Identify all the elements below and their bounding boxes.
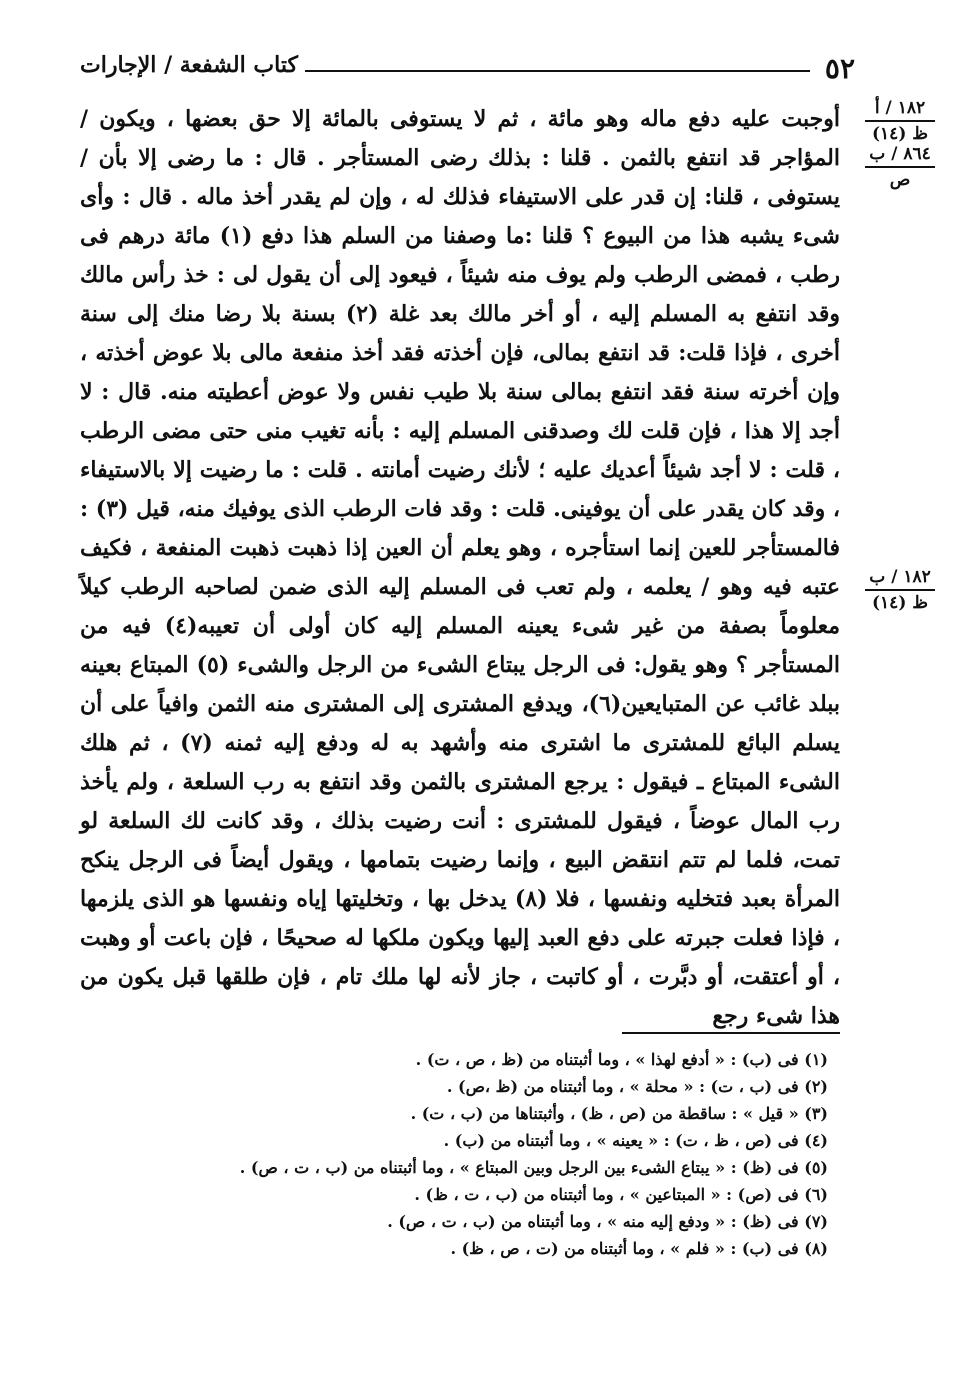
margin-note-rule (865, 589, 935, 591)
footnote: (٣) « قيل » : ساقطة من (ص ، ظ) ، وأثبتناها من (ب ، ت) . (410, 1104, 828, 1123)
main-paragraph: أوجبت عليه دفع ماله وهو مائة ، ثم لا يستوفى بالمائة إلا حق بعضها ، ويكون / المؤاجر قد انتفع بالثمن . قلنا : بذلك رضى المستأجر . قال : ما رضى إلا بأن / يستوفى ، قلنا: إن قدر على الاستيفاء فذلك له ، وإن لم يقدر أخذ ماله . قال : وأى شىء يشبه هذا من البيوع ؟ قلنا :ما وصفنا من السلم هذا دفع (١) مائة درهم فى رطب ، فمضى الرطب ولم يوف منه شيئاً ، فيعود إلى أن يقول لى : خذ رأس مالك وقد انتفع به المسلم إليه ، أو أخر مالك بعد غلة (٢) بسنة بلا رضا منك إلى سنة أخرى ، فإذا قلت: قد انتفع بمالى، فإن أخذته فقد أخذ منفعة مالى بلا عوض أخذته ، وإن أخرته سنة فقد انتفع بمالى سنة بلا طيب نفس ولا عوض أعطيته منه. قال : لا أجد إلا هذا ، فإن قلت لك وصدقنى المسلم إليه : بأنه تغيب منى حتى مضى الرطب ، قلت : لا أجد شيئاً أعديك عليه ؛ لأنك رضيت أمانته . قلت : ما رضيت إلا بالاستيفاء ، وقد كان يقدر على أن يوفينى. قلت : وقد فات الرطب الذى يوفيك منه، قيل (٣) : فالمستأجر للعين إنما استأجره ، وهو يعلم أن العين إذا ذهبت ذهبت المنفعة ، فكيف عتبه فيه وهو / يعلمه ، ولم تعب فى المسلم إليه الذى ضمن لصاحبه الرطب كيلاً معلوماً بصفة من غير شىء يعينه المسلم إليه كان أولى أن تعيبه(٤) فيه من المستأجر ؟ وهو يقول: فى الرجل يبتاع الشىء من الرجل والشىء (٥) المبتاع بعينه ببلد غائب عن المتبايعين(٦)، ويدفع المشترى إلى المشترى منه الثمن وافياً على أن يسلم البائع للمشترى ما اشترى منه وأشهد به له ودفع إليه ثمنه (٧) ، ثم هلك الشىء المبتاع ـ فيقول : يرجع المشترى بالثمن وقد انتفع به رب السلعة ، ولم يأخذ رب المال عوضاً ، فيقول للمشترى : أنت رضيت بذلك ، وقد كانت لك السلعة لو تمت، فلما لم تتم انتقض البيع ، وإنما رضيت بتمامها ، ويقول أيضاً فى الرجل ينكح المرأة بعبد فتخليه ونفسها ، فلا (٨) يدخل بها ، وتخليتها إياه ونفسها هو الذى يلزمها ، فإذا فعلت جبرته على دفع العبد إليها ويكون ملكها له صحيحًا ، فإن باعت أو وهبت ، أو أعتقت، أو دبَّرت ، أو كاتبت ، جاز لأنه لها ملك تام ، فإن طلقها قبل يكون من هذا شىء رجع (80, 106, 841, 1029)
page-header (80, 52, 855, 86)
footnote: (٨) فى (ب) : « فلم » ، وما أثبتناه من (ت ، ص ، ظ) . (450, 1239, 828, 1258)
footnote: (٥) فى (ظ) : « يبتاع الشىء بين الرجل وبين المبتاع » ، وما أثبتناه من (ب ، ت ، ص) . (239, 1158, 828, 1177)
margin-note-line: ٨٦٤ / ب (869, 144, 931, 164)
margin-note-line: ظ (١٤) (872, 124, 928, 144)
footnote: (٦) فى (ص) : « المبتاعين » ، وما أثبتناه من (ب ، ت ، ظ) . (414, 1185, 828, 1204)
margin-note-manuscript-ref-2 (865, 567, 935, 613)
footnote: (١) فى (ب) : « أدفع لهذا » ، وما أثبتناه من (ظ ، ص ، ت) . (415, 1050, 828, 1069)
footnotes (80, 1046, 828, 1262)
main-text (80, 100, 840, 1036)
footnote: (٢) فى (ب ، ت) : « محلة » ، وما أثبتناه من (ظ ،ص) . (446, 1077, 828, 1096)
margin-note-line: ص (889, 170, 911, 190)
margin-note-line: ١٨٢ / ب (869, 567, 931, 587)
margin-note-rule (865, 120, 935, 122)
header-rule (305, 70, 810, 72)
margin-note-line: ١٨٢ / أ (874, 98, 926, 118)
page-number: ٥٢ (824, 52, 855, 85)
margin-note-manuscript-ref-1 (865, 98, 935, 190)
footnote: (٤) فى (ص ، ظ ، ت) : « يعينه » ، وما أثبتناه من (ب) . (443, 1131, 828, 1150)
footnote: (٧) فى (ظ) : « ودفع إليه منه » ، وما أثبتناه من (ب ، ت ، ص) . (387, 1212, 828, 1231)
margin-note-line: ظ (١٤) (872, 593, 928, 613)
margin-note-rule (865, 166, 935, 168)
running-title: كتاب الشفعة / الإجارات (80, 52, 298, 78)
footnote-separator (622, 1032, 840, 1034)
